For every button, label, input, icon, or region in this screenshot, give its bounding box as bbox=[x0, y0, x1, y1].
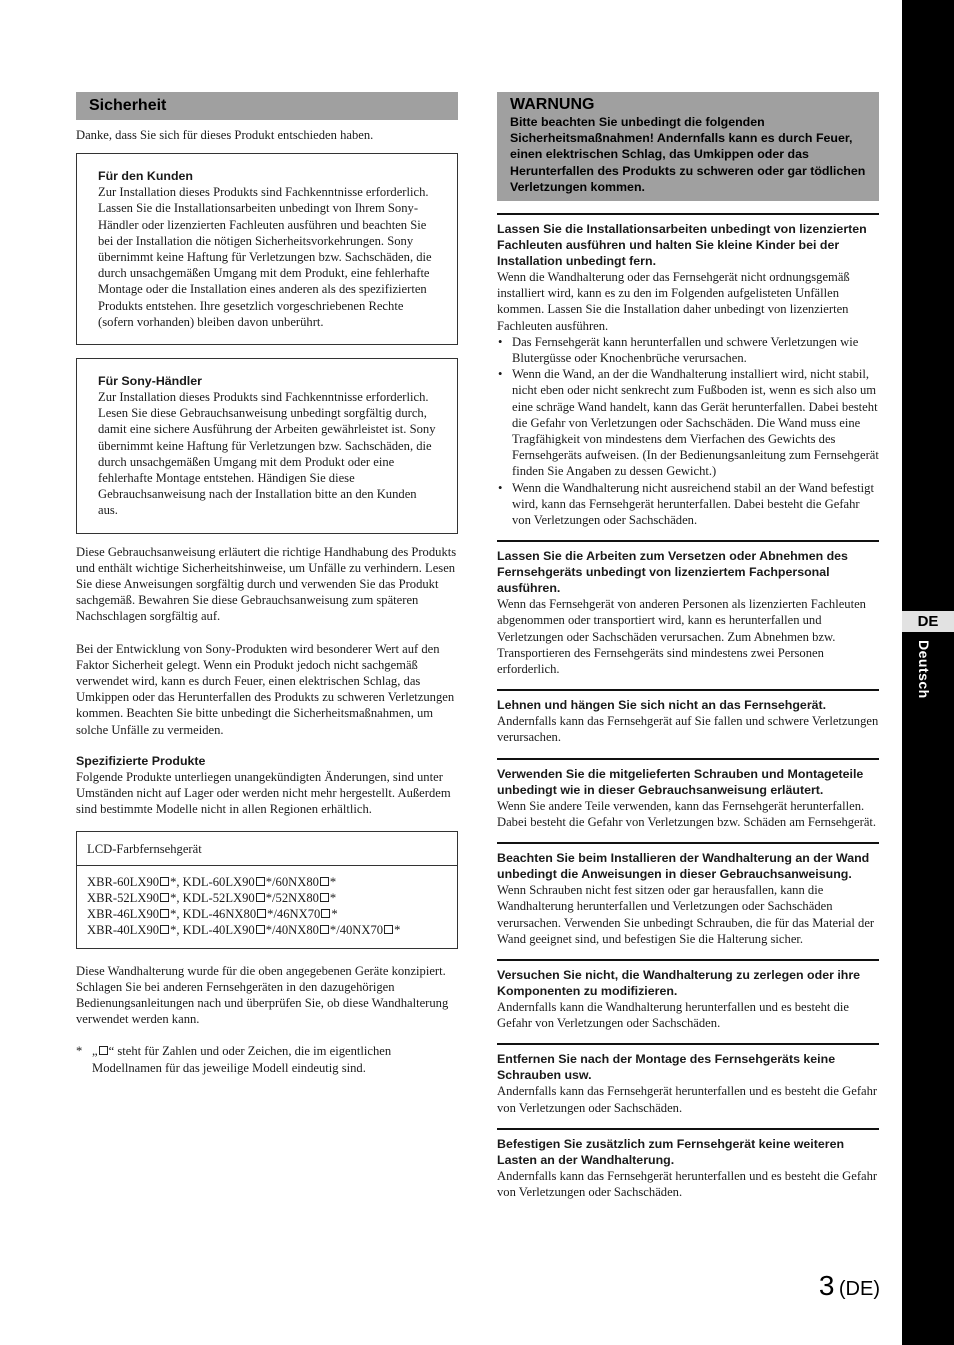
section-title-sicherheit: Sicherheit bbox=[76, 92, 458, 120]
dealer-notice-text: Zur Installation dieses Produkts sind Fachkenntnisse erforderlich. Lesen Sie diese Gebrauchsanweisung unbedingt sorgfältig durch, damit eine sichere Ausführung der Arbeiten gewährleistet ist. Sony übernimmt keine Haftung für Verletzungen bzw. Sachschäden, die durch unsachgemäßen Umgang mit dem Produkt oder eine fehlerhafte Montage entstehen. Händigen Sie diese Gebrauchsanweisung nach der Installation bitte an den Kunden aus. bbox=[98, 390, 436, 518]
section-text: Andernfalls kann das Fernsehgerät herunterfallen und es besteht die Gefahr von Verletzungen oder Sachschäden. bbox=[497, 1168, 878, 1199]
customer-notice-title: Für den Kunden bbox=[98, 169, 193, 184]
footnote-text: “ steht für Zahlen und oder Zeichen, die im eigentlichen Modellnamen für das jeweilige Modell eindeutig sind. bbox=[92, 1044, 392, 1075]
model-row: XBR-46LX90 *, KDL-46NX80 */46NX70 * bbox=[87, 907, 338, 922]
warning-section-1 bbox=[497, 213, 879, 528]
model-row: XBR-52LX90 *, KDL-52LX90 */52NX80 * bbox=[87, 890, 337, 905]
placeholder-box-icon bbox=[256, 877, 265, 886]
placeholder-box-icon bbox=[321, 909, 330, 918]
warning-box bbox=[497, 92, 879, 201]
page-number-suffix: (DE) bbox=[838, 1278, 880, 1300]
warning-section-4 bbox=[497, 758, 879, 830]
section-heading: Lassen Sie die Arbeiten zum Versetzen oder Abnehmen des Fernsehgeräts unbedingt von lizenziertem Fachpersonal ausführen. bbox=[497, 549, 848, 596]
intro-text: Danke, dass Sie sich für dieses Produkt entschieden haben. bbox=[76, 128, 374, 142]
warning-title: WARNUNG bbox=[510, 96, 595, 113]
language-label: Deutsch bbox=[916, 640, 932, 699]
warning-section-6 bbox=[497, 959, 879, 1031]
model-row: XBR-60LX90 *, KDL-60LX90 */60NX80 * bbox=[87, 874, 337, 889]
model-table-header: LCD-Farbfernsehgerät bbox=[77, 832, 457, 866]
placeholder-box-icon bbox=[257, 909, 266, 918]
placeholder-box-icon bbox=[384, 925, 393, 934]
section-heading: Beachten Sie beim Installieren der Wandhalterung an der Wand unbedingt die Anweisungen in dieser Gebrauchsanweisung. bbox=[497, 851, 870, 882]
dealer-notice-box bbox=[76, 358, 458, 534]
warning-section-7 bbox=[497, 1043, 879, 1115]
placeholder-box-icon bbox=[160, 909, 169, 918]
specified-products-title: Spezifizierte Produkte bbox=[76, 753, 206, 768]
warning-section-8 bbox=[497, 1128, 879, 1200]
section-text: Wenn Schrauben nicht fest sitzen oder gar herausfallen, kann die Wandhalterung herunterfallen und Verletzungen oder Sachschäden verursachen. Verwenden Sie unbedingt Schrauben, die für das Material der Wand geeignet sind, und befestigen Sie die Halterung sicher. bbox=[497, 883, 875, 946]
page-number-value: 3 bbox=[818, 1270, 835, 1301]
right-column bbox=[497, 92, 879, 1200]
safety-paragraph: Bei der Entwicklung von Sony-Produkten wird besonderer Wert auf den Faktor Sicherheit gelegt. Wenn ein Produkt jedoch nicht sachgemäß verwendet wird, kann es durch Feuer, einen elektrischen Schlag, das Umkippen oder das Herunterfallen des Produkts zu schweren Verletzungen kommen. Beachten Sie bitte unbedingt die Sicherheitsmaßnahmen, um solche Unfälle zu vermeiden. bbox=[76, 641, 455, 737]
section-heading: Lehnen und hängen Sie sich nicht an das Fernsehgerät. bbox=[497, 698, 827, 713]
section-text: Wenn das Fernsehgerät von anderen Personen als lizenzierten Fachleuten abgenommen oder transportiert wird, kann es herunterfallen und Verletzungen oder Sachschäden verursachen. Zum Abnehmen bzw. Transportieren des Fernsehgeräts sind mindestens zwei Personen erforderlich. bbox=[497, 597, 866, 677]
language-badge: DE bbox=[902, 611, 954, 632]
specified-products-text: Folgende Produkte unterliegen unangekündigten Änderungen, sind unter Umständen nicht auf Lager oder werden nicht mehr hergestellt. Außerdem sind bestimmte Modelle nicht in allen Regionen erhältlich. bbox=[76, 769, 451, 817]
list-item: • Das Fernsehgerät kann herunterfallen und schwere Verletzungen wie Blutergüsse oder Knochenbrüche verursachen. bbox=[497, 334, 879, 366]
dealer-notice-title: Für Sony-Händler bbox=[98, 374, 202, 389]
model-table bbox=[76, 831, 458, 949]
customer-notice-box bbox=[76, 153, 458, 345]
model-row: XBR-40LX90 *, KDL-40LX90 */40NX80 */40NX70 * bbox=[87, 923, 401, 938]
section-text: Wenn Sie andere Teile verwenden, kann das Fernsehgerät herunterfallen. Dabei besteht die Gefahr von Verletzungen bzw. Schäden am Fernsehgerät. bbox=[497, 798, 877, 829]
warning-section-5 bbox=[497, 842, 879, 947]
placeholder-box-icon bbox=[256, 925, 265, 934]
section-text: Andernfalls kann die Wandhalterung herunterfallen und es besteht die Gefahr von Verletzungen oder Sachschäden. bbox=[497, 999, 849, 1031]
model-table-body bbox=[77, 866, 457, 948]
placeholder-box-icon bbox=[99, 1046, 108, 1055]
warning-text: Bitte beachten Sie unbedingt die folgenden Sicherheitsmaßnahmen! Andernfalls kann es durch Feuer, einen elektrischen Schlag, das Umkippen oder das Herunterfallen des Produkts zu schweren oder gar tödlichen Verletzungen kommen. bbox=[510, 115, 866, 194]
placeholder-box-icon bbox=[320, 925, 329, 934]
footnote-marker: * bbox=[76, 1044, 83, 1059]
section-text: Andernfalls kann das Fernsehgerät herunterfallen und es besteht die Gefahr von Verletzungen oder Sachschäden. bbox=[497, 1084, 878, 1115]
placeholder-box-icon bbox=[160, 877, 169, 886]
section-text: Wenn die Wandhalterung oder das Fernsehgerät nicht ordnungsgemäß installiert wird, kann es zu den im Folgenden aufgelisteten Unfällen kommen. Lassen Sie die Installation daher unbedingt von lizenzierten Fachleuten ausführen. bbox=[497, 270, 850, 333]
placeholder-box-icon bbox=[160, 925, 169, 934]
left-column bbox=[76, 92, 458, 1076]
page-number bbox=[808, 1270, 880, 1302]
placeholder-box-icon bbox=[320, 893, 329, 902]
compatibility-paragraph: Diese Wandhalterung wurde für die oben angegebenen Geräte konzipiert. Schlagen Sie bei anderen Fernsehgeräten in den dazugehörigen Bedienungsanleitungen nach und überprüfen Sie, ob diese Wandhalterung verwendet werden kann. bbox=[76, 963, 449, 1027]
section-heading: Befestigen Sie zusätzlich zum Fernsehgerät keine weiteren Lasten an der Wandhalterung. bbox=[497, 1136, 845, 1167]
placeholder-box-icon bbox=[160, 893, 169, 902]
list-item: • Wenn die Wandhalterung nicht ausreichend stabil an der Wand befestigt wird, kann das Fernsehgerät herunterfallen. Dabei besteht die Gefahr von Verletzungen oder Sachschäden. bbox=[497, 480, 879, 529]
footnote: * „ “ steht für Zahlen und oder Zeichen, die im eigentlichen Modellnamen für das jeweilige Modell eindeutig sind. bbox=[76, 1044, 392, 1075]
section-heading: Lassen Sie die Installationsarbeiten unbedingt von lizenzierten Fachleuten ausführen und halten Sie kleine Kinder bei der Installation unbedingt fern. bbox=[497, 222, 867, 269]
customer-notice-text: Zur Installation dieses Produkts sind Fachkenntnisse erforderlich. Lassen Sie die Installationsarbeiten unbedingt von Ihrem Sony-Händler oder lizenzierten Fachleuten ausführen und beachten Sie bei der Installation die nötigen Sicherheitsvorkehrungen. Sony übernimmt keine Haftung für Verletzungen bzw. Sachschäden, die durch unsachgemäßen Umgang mit dem Produkt, eine fehlerhafte Montage oder die Installation eines anderen als des spezifizierten Produkts entstehen. Ihre gesetzlich vorgeschriebenen Rechte (sofern vorhanden) bleiben davon unberührt. bbox=[98, 185, 432, 329]
section-heading: Verwenden Sie die mitgelieferten Schrauben und Montageteile unbedingt wie in dieser Gebrauchsanweisung erläutert. bbox=[497, 766, 864, 797]
section-text: Andernfalls kann das Fernsehgerät auf Sie fallen und schwere Verletzungen verursachen. bbox=[497, 714, 879, 745]
section-heading: Entfernen Sie nach der Montage des Fernsehgeräts keine Schrauben usw. bbox=[497, 1052, 836, 1083]
list-item: • Wenn die Wand, an der die Wandhalterung installiert wird, nicht stabil, nicht eben oder nicht senkrecht zum Fußboden ist, wenn es sich also um eine schräge Wand handelt, kann das Gerät herunterfallen. Dabei besteht die Gefahr von Verletzungen oder Sachschäden. Die Wand muss eine Tragfähigkeit von mindestens dem Vierfachen des Gewichts des Fernsehgeräts aufweisen. (In der Bedienungsanleitung zum Fernsehgerät finden Sie Angaben zu dessen Gewicht.) bbox=[497, 366, 879, 479]
section-heading: Versuchen Sie nicht, die Wandhalterung zu zerlegen oder ihre Komponenten zu modifizieren. bbox=[497, 967, 861, 998]
placeholder-box-icon bbox=[320, 877, 329, 886]
warning-section-2 bbox=[497, 540, 879, 677]
usage-paragraph: Diese Gebrauchsanweisung erläutert die richtige Handhabung des Produkts und enthält wichtige Sicherheitshinweise, um Unfälle zu verhindern. Lesen Sie diese Anweisungen sorgfältig durch und verwenden Sie das Produkt sachgemäß. Bewahren Sie diese Gebrauchsanweisung zum späteren Nachschlagen sorgfältig auf. bbox=[76, 544, 457, 624]
warning-section-3 bbox=[497, 689, 879, 745]
placeholder-box-icon bbox=[256, 893, 265, 902]
bullet-list bbox=[497, 334, 879, 528]
